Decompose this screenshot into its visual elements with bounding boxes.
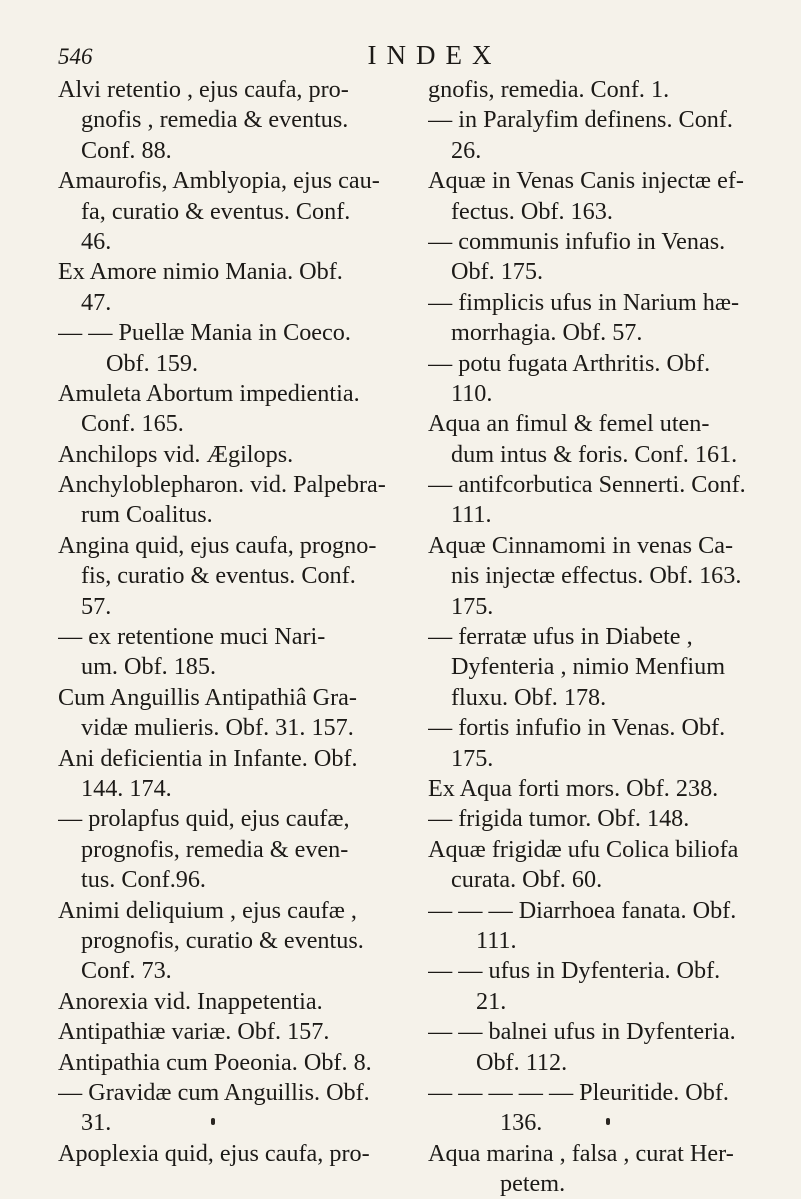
index-line: — ex retentione muci Nari-: [58, 623, 326, 651]
index-line: 31.: [81, 1109, 112, 1137]
index-line: petem.: [500, 1170, 566, 1198]
index-line: 175.: [451, 592, 494, 620]
index-line: Obf. 175.: [451, 258, 544, 286]
page-number: 546: [58, 44, 93, 69]
index-line: — Gravidæ cum Anguillis. Obf.: [58, 1078, 370, 1106]
index-line: morrhagia. Obf. 57.: [451, 319, 643, 347]
index-line: Angina quid, ejus caufa, progno-: [58, 531, 377, 559]
index-line: Antipathia cum Poeonia. Obf. 8.: [58, 1048, 372, 1076]
index-line: Aqua marina , falsa , curat Her-: [428, 1139, 734, 1167]
index-line: Aquæ Cinnamomi in venas Ca-: [428, 531, 734, 559]
index-line: gnofis , remedia & eventus.: [81, 106, 349, 134]
index-line: 175.: [451, 744, 494, 772]
index-line: prognofis, remedia & even-: [81, 835, 349, 863]
index-line: 111.: [476, 926, 517, 954]
index-line: Aquæ frigidæ ufu Colica biliofa: [428, 835, 739, 863]
index-line: — in Paralyfim definens. Conf.: [428, 106, 733, 134]
index-line: Conf. 165.: [81, 410, 184, 438]
ink-mark: [211, 1118, 215, 1125]
index-line: fis, curatio & eventus. Conf.: [81, 562, 356, 590]
index-line: nis injectæ effectus. Obf. 163.: [451, 562, 742, 590]
index-line: Animi deliquium , ejus caufæ ,: [58, 896, 357, 924]
index-line: — potu fugata Arthritis. Obf.: [428, 349, 711, 377]
index-line: Ex Aqua forti mors. Obf. 238.: [428, 774, 719, 802]
page-footer: [0, 1118, 801, 1138]
index-line: Obf. 159.: [106, 349, 199, 377]
index-line: Conf. 73.: [81, 957, 172, 985]
index-line: Anchilops vid. Ægilops.: [58, 440, 294, 468]
index-column-left: [58, 75, 396, 1169]
index-line: 47.: [81, 288, 112, 316]
index-line: 26.: [451, 136, 482, 164]
index-line: Ani deficientia in Infante. Obf.: [58, 744, 358, 772]
index-line: fa, curatio & eventus. Conf.: [81, 197, 351, 225]
index-line: vidæ mulieris. Obf. 31. 157.: [81, 714, 354, 742]
index-line: fluxu. Obf. 178.: [451, 683, 607, 711]
index-line: Aquæ in Venas Canis injectæ ef-: [428, 167, 744, 195]
index-line: — — Puellæ Mania in Coeco.: [58, 319, 351, 347]
index-line: Amuleta Abortum impedientia.: [58, 379, 360, 407]
index-column-right: [428, 75, 768, 1199]
index-line: — communis infufio in Venas.: [428, 227, 726, 255]
index-line: Dyfenteria , nimio Menfium: [451, 653, 726, 681]
index-line: Obf. 112.: [476, 1048, 568, 1076]
index-line: rum Coalitus.: [81, 501, 213, 529]
index-line: 57.: [81, 592, 112, 620]
index-line: 46.: [81, 227, 112, 255]
index-line: prognofis, curatio & eventus.: [81, 926, 364, 954]
ink-mark: [606, 1118, 610, 1125]
index-line: 136.: [500, 1109, 543, 1137]
index-line: um. Obf. 185.: [81, 653, 217, 681]
index-line: curata. Obf. 60.: [451, 866, 603, 894]
index-line: — prolapfus quid, ejus caufæ,: [58, 805, 350, 833]
index-line: Anorexia vid. Inappetentia.: [58, 987, 323, 1015]
index-line: Anchyloblepharon. vid. Palpebra-: [58, 471, 386, 499]
index-line: — antifcorbutica Sennerti. Conf.: [428, 471, 746, 499]
index-line: Alvi retentio , ejus caufa, pro-: [58, 76, 349, 103]
index-line: Conf. 88.: [81, 136, 172, 164]
index-line: fectus. Obf. 163.: [451, 197, 613, 225]
index-line: dum intus & foris. Conf. 161.: [451, 440, 738, 468]
index-line: — — balnei ufus in Dyfenteria.: [428, 1018, 736, 1046]
index-line: — ferratæ ufus in Diabete ,: [428, 623, 693, 651]
index-line: 110.: [451, 379, 493, 407]
index-line: 144. 174.: [81, 774, 172, 802]
index-line: — fimplicis ufus in Narium hæ-: [428, 288, 740, 316]
index-line: gnofis, remedia. Conf. 1.: [428, 76, 670, 103]
index-line: tus. Conf.96.: [81, 866, 206, 894]
index-line: 111.: [451, 501, 492, 529]
index-line: Aqua an fimul & femel uten-: [428, 410, 710, 438]
page-header: [58, 40, 751, 74]
running-head: INDEX: [367, 40, 502, 70]
index-line: — — — — — Pleuritide. Obf.: [428, 1078, 729, 1106]
index-line: Apoplexia quid, ejus caufa, pro-: [58, 1139, 370, 1167]
index-line: — fortis infufio in Venas. Obf.: [428, 714, 726, 742]
index-line: — frigida tumor. Obf. 148.: [428, 805, 690, 833]
index-line: Ex Amore nimio Mania. Obf.: [58, 258, 343, 286]
index-line: Cum Anguillis Antipathiâ Gra-: [58, 683, 357, 711]
index-line: 21.: [476, 987, 507, 1015]
index-line: — — — Diarrhoea fanata. Obf.: [428, 896, 737, 924]
index-line: Antipathiæ variæ. Obf. 157.: [58, 1018, 330, 1046]
index-line: Amaurofis, Amblyopia, ejus cau-: [58, 167, 380, 195]
index-line: — — ufus in Dyfenteria. Obf.: [428, 957, 721, 985]
